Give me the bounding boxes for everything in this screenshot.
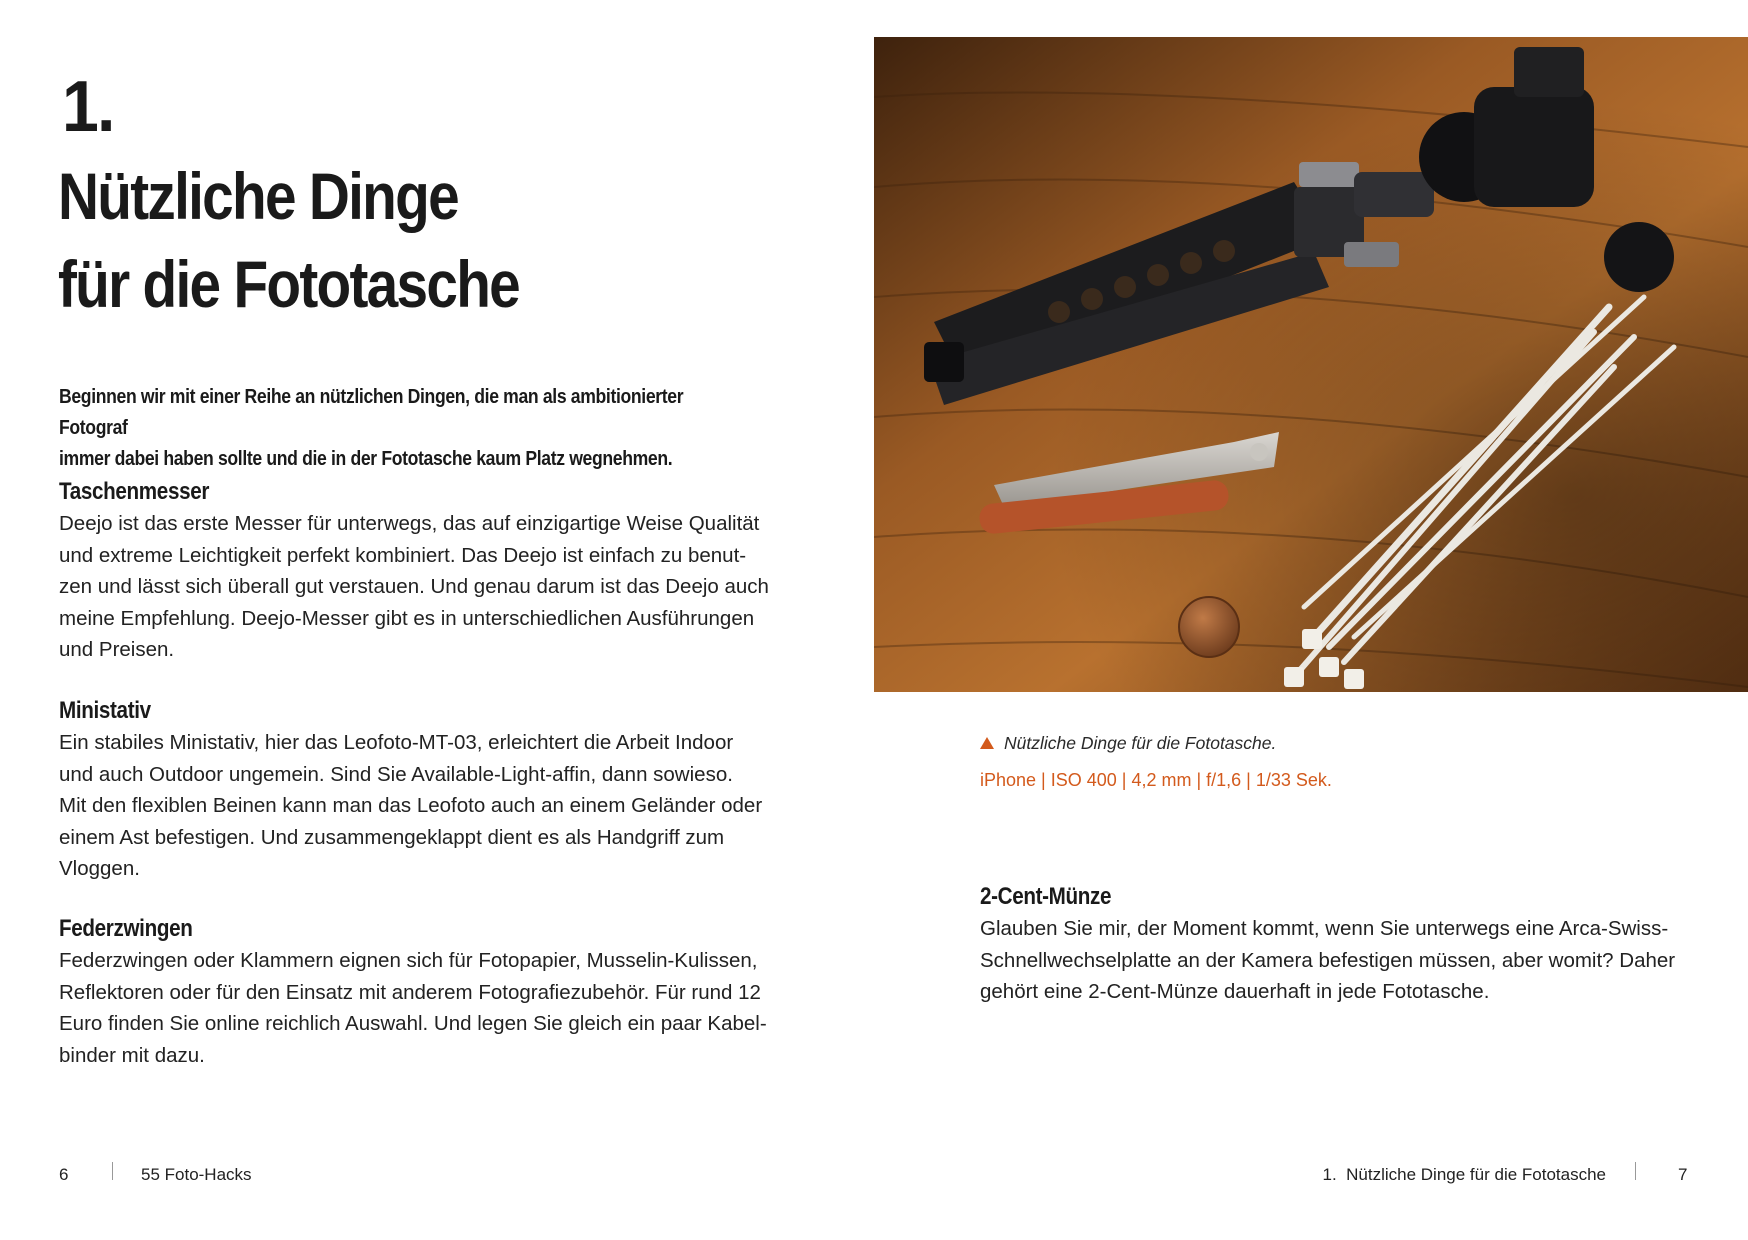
section-heading: Ministativ <box>59 697 151 724</box>
body-line: Deejo ist das erste Messer für unterwegs, das auf einzigartige Weise Qualität <box>59 512 760 535</box>
section-body <box>59 945 839 1071</box>
caption-marker-icon <box>980 737 994 749</box>
chapter-title-line-2: für die Fototasche <box>58 247 520 321</box>
section-heading: Federzwingen <box>59 915 193 942</box>
section-body <box>59 727 839 885</box>
body-line: und auch Outdoor ungemein. Sind Sie Available-Light-affin, dann sowieso. <box>59 762 733 786</box>
body-line: Schnellwechselplatte an der Kamera befestigen müssen, aber womit? Daher <box>980 948 1676 972</box>
section-heading: 2-Cent-Münze <box>980 883 1112 910</box>
chapter-title-line-1: Nützliche Dinge <box>58 159 458 233</box>
body-line: Glauben Sie mir, der Moment kommt, wenn Sie unterwegs eine Arca-Swiss- <box>980 917 1669 940</box>
body-line: Euro finden Sie online reichlich Auswahl. Und legen Sie gleich ein paar Kabel- <box>59 1012 767 1035</box>
chapter-title <box>58 152 660 328</box>
left-page-number: 6 <box>59 1165 69 1184</box>
section-federzwingen <box>59 913 839 1071</box>
right-page-number: 7 <box>1678 1165 1688 1184</box>
body-line: und extreme Leichtigkeit perfekt kombiniert. Das Deejo ist einfach zu benut- <box>59 543 747 567</box>
coin <box>1179 597 1239 657</box>
footer-divider <box>1635 1162 1636 1180</box>
left-running-title: 55 Foto-Hacks <box>141 1165 252 1184</box>
section-heading: Taschenmesser <box>59 478 210 505</box>
body-line: Reflektoren oder für den Einsatz mit anderem Fotografiezubehör. Für rund 12 <box>59 980 761 1004</box>
product-photo <box>874 37 1748 692</box>
lead-paragraph <box>59 382 728 475</box>
footer-divider <box>112 1162 113 1180</box>
body-line: und Preisen. <box>59 638 175 661</box>
photo-exif: iPhone | ISO 400 | 4,2 mm | f/1,6 | 1/33 Sek. <box>980 770 1332 790</box>
section-taschenmesser <box>59 476 839 666</box>
photo-caption: Nützliche Dinge für die Fototasche. <box>1004 733 1277 753</box>
body-line: einem Ast befestigen. Und zusammengeklappt dient es als Handgriff zum <box>59 825 725 849</box>
section-body <box>980 913 1720 1008</box>
body-line: Federzwingen oder Klammern eignen sich für Fotopapier, Musselin-Kulissen, <box>59 949 758 972</box>
body-line: meine Empfehlung. Deejo-Messer gibt es in unterschiedlichen Ausführungen <box>59 606 755 630</box>
lead-line: Beginnen wir mit einer Reihe an nützlichen Dingen, die man als ambitionierter Fotograf <box>59 386 684 439</box>
section-body <box>59 508 839 666</box>
section-ministativ <box>59 695 839 885</box>
body-line: binder mit dazu. <box>59 1043 205 1067</box>
body-line: Vloggen. <box>59 857 140 880</box>
section-2-cent-muenze <box>980 881 1720 1008</box>
body-line: gehört eine 2-Cent-Münze dauerhaft in jede Fototasche. <box>980 980 1490 1003</box>
body-line: zen und lässt sich überall gut verstauen. Und genau darum ist das Deejo auch <box>59 575 769 598</box>
lead-line: immer dabei haben sollte und die in der Fototasche kaum Platz wegnehmen. <box>59 448 673 470</box>
right-running-title: 1. Nützliche Dinge für die Fototasche <box>1322 1165 1606 1184</box>
body-line: Ein stabiles Ministativ, hier das Leofoto-MT-03, erleichtert die Arbeit Indoor <box>59 731 734 754</box>
chapter-number: 1. <box>62 67 114 147</box>
body-line: Mit den flexiblen Beinen kann man das Leofoto auch an einem Geländer oder <box>59 794 763 817</box>
